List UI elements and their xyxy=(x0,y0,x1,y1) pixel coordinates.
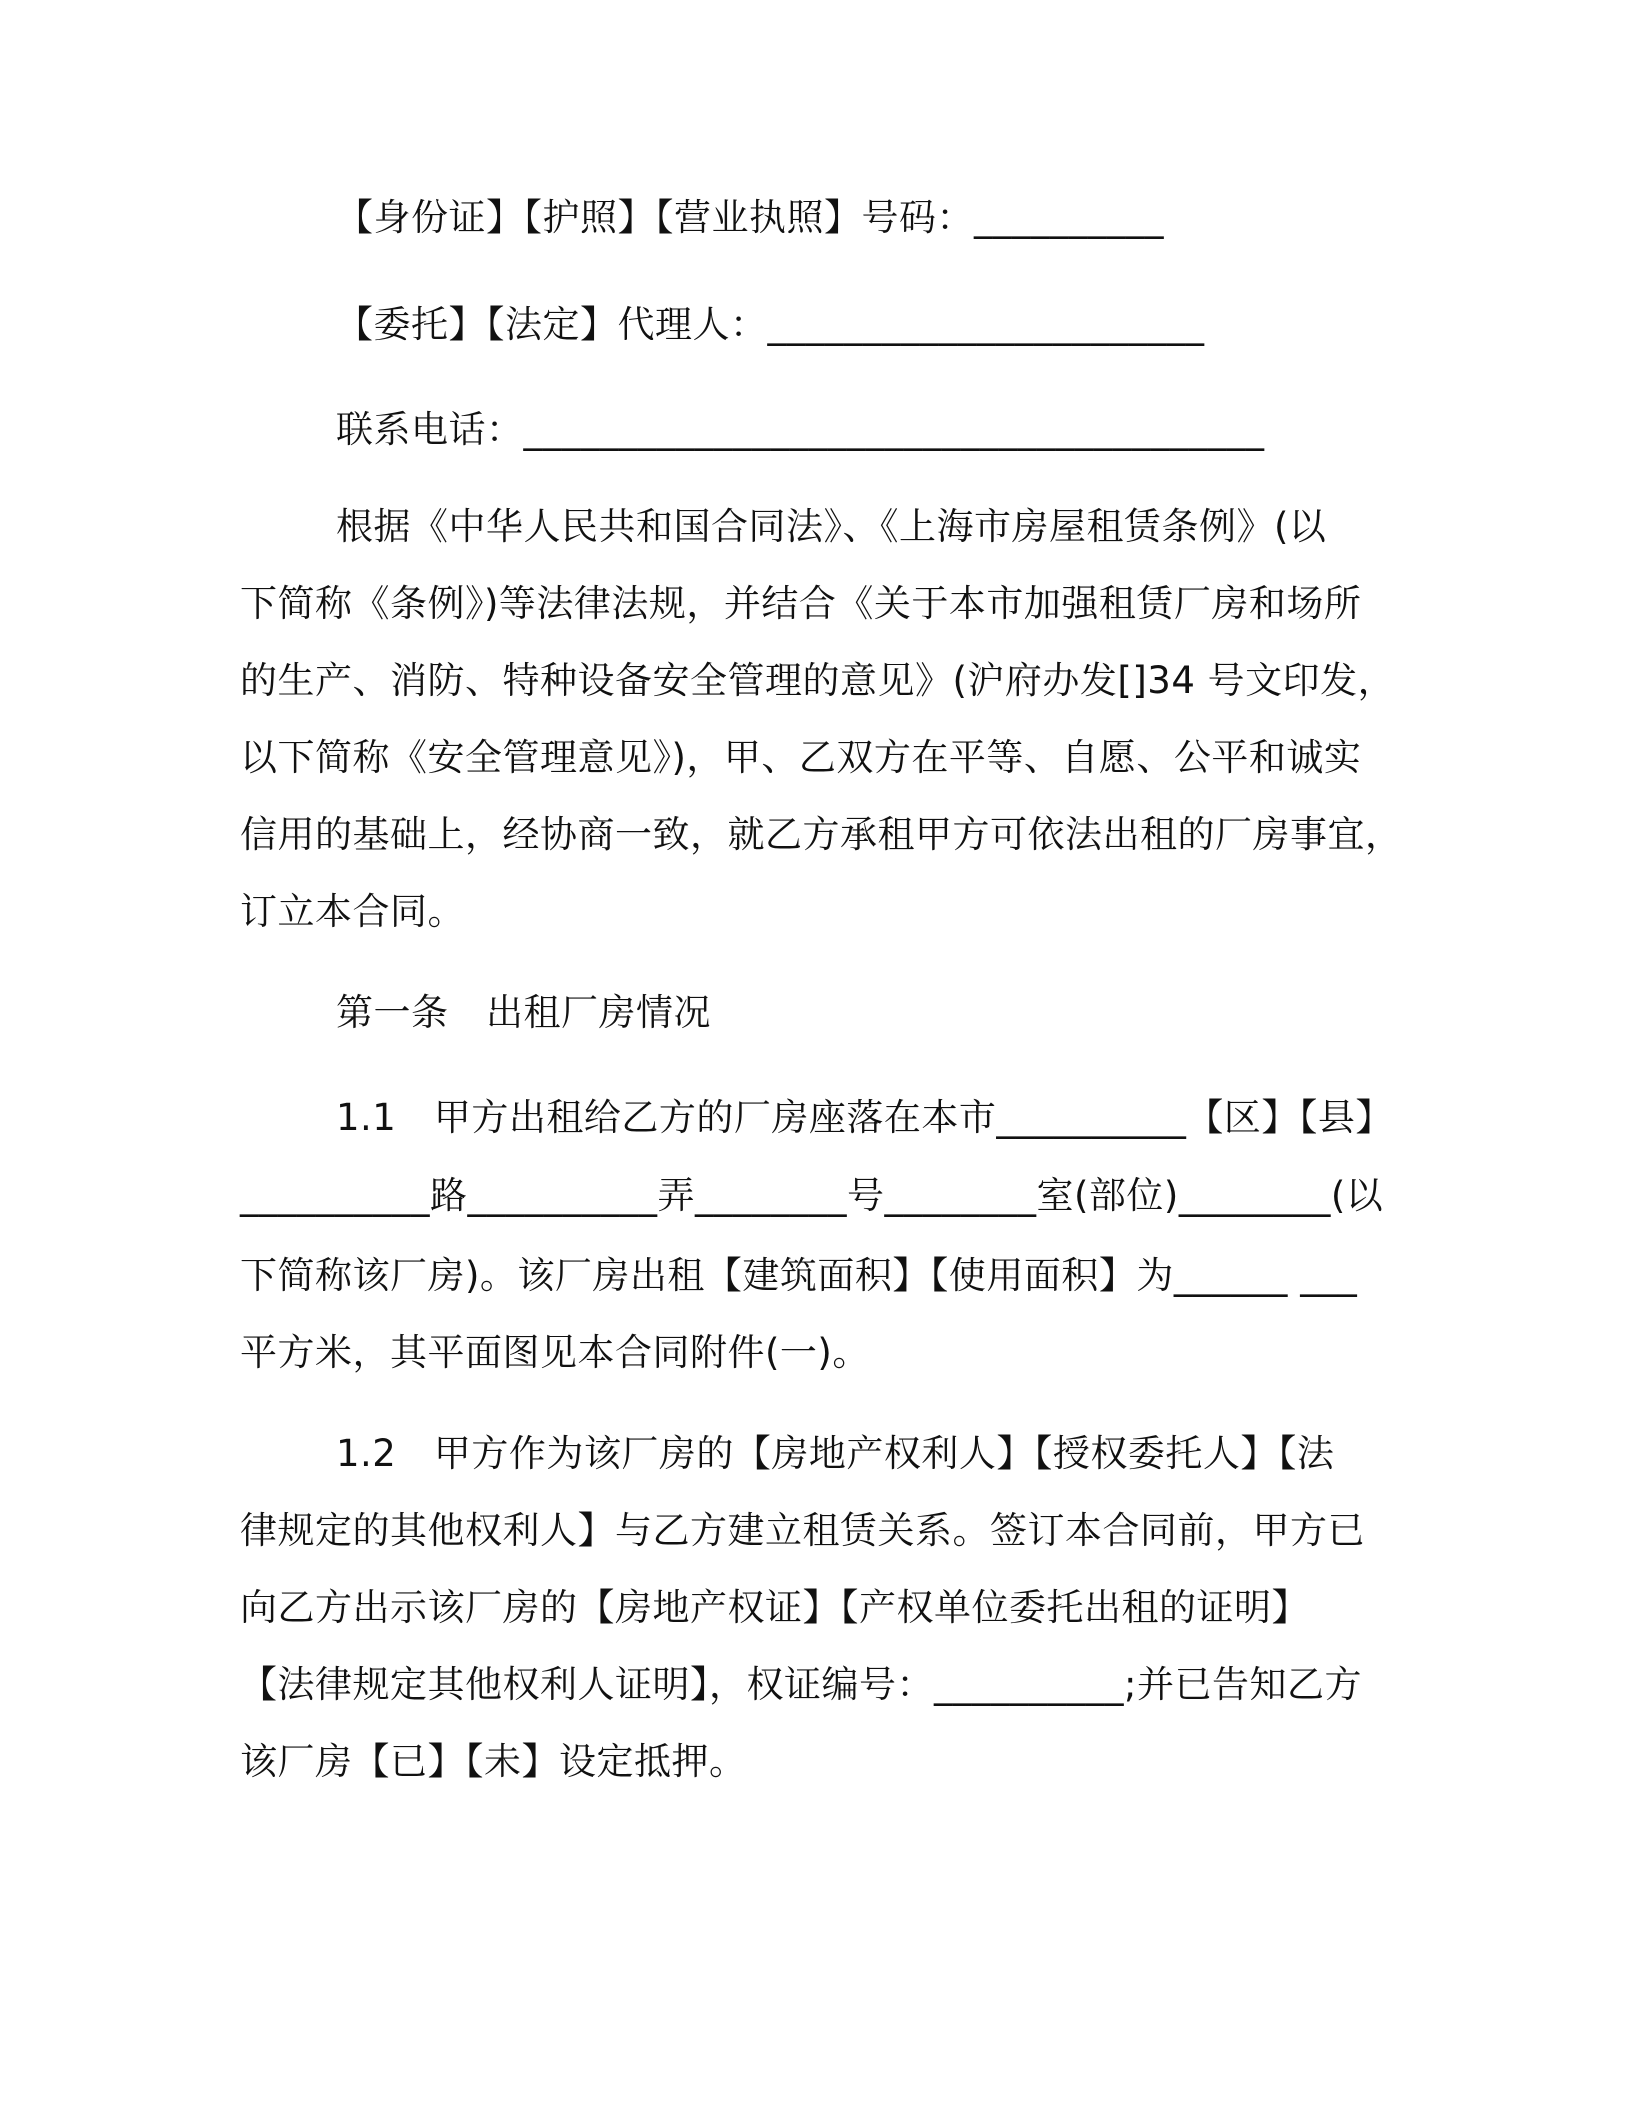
id-number-line: 【身份证】【护照】【营业执照】号码：__________ xyxy=(336,196,1164,239)
phone-line: 联系电话：_______________________________________ xyxy=(336,408,1265,451)
preamble-line: 根据《中华人民共和国合同法》、《上海市房屋租赁条例》(以 xyxy=(336,505,1327,548)
clause-1-2-line: 向乙方出示该厂房的【房地产权证】【产权单位委托出租的证明】 xyxy=(240,1586,1309,1629)
preamble-line: 下简称《条例》)等法律法规，并结合《关于本市加强租赁厂房和场所 xyxy=(240,582,1362,625)
preamble-line: 订立本合同。 xyxy=(240,890,465,933)
clause-1-1-line: __________路__________弄________号________室(部位)________(以 xyxy=(240,1174,1384,1217)
clause-1-1-line: 1.1 甲方出租给乙方的厂房座落在本市__________【区】【县】 xyxy=(336,1096,1393,1139)
preamble-line: 以下简称《安全管理意见》)，甲、乙双方在平等、自愿、公平和诚实 xyxy=(240,736,1362,779)
clause-1-2-line: 1.2 甲方作为该厂房的【房地产权利人】【授权委托人】【法 xyxy=(336,1432,1335,1475)
agent-line: 【委托】【法定】代理人：_______________________ xyxy=(336,303,1205,346)
preamble-line: 的生产、消防、特种设备安全管理的意见》(沪府办发[]34 号文印发， xyxy=(240,659,1396,702)
clause-1-1-line: 下简称该厂房)。该厂房出租【建筑面积】【使用面积】为______ ___ xyxy=(240,1254,1358,1297)
clause-1-1-line: 平方米，其平面图见本合同附件(一)。 xyxy=(240,1331,870,1374)
preamble-line: 信用的基础上，经协商一致，就乙方承租甲方可依法出租的厂房事宜， xyxy=(240,813,1403,856)
clause-1-2-line: 该厂房【已】【未】设定抵押。 xyxy=(240,1740,747,1783)
article-heading: 第一条 出租厂房情况 xyxy=(336,991,711,1034)
clause-1-2-line: 律规定的其他权利人】与乙方建立租赁关系。签订本合同前，甲方已 xyxy=(240,1509,1365,1552)
clause-1-2-line: 【法律规定其他权利人证明】，权证编号：__________;并已告知乙方 xyxy=(240,1663,1362,1706)
